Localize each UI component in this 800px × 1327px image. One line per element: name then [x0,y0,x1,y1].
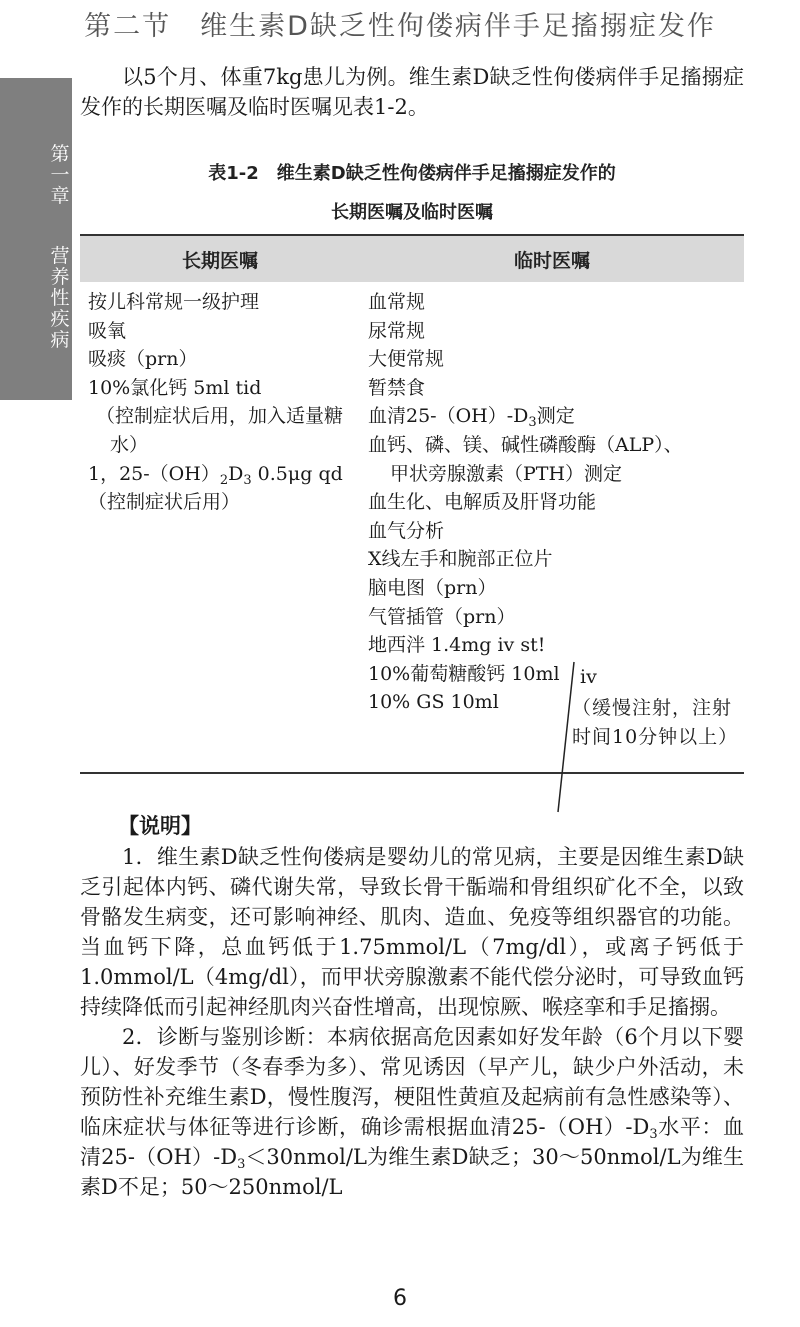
order-item: 暂禁食 [368,376,426,399]
order-item: 10%氯化钙 5ml tid [88,376,262,399]
long-term-orders-column [88,288,360,517]
order-item: 1，$25-(OH)_2D_3$ 0.5μg qd [88,462,343,488]
chapter-side-tab [0,78,72,400]
order-item: 血清$25-(OH)-D_3$测定 [368,405,575,431]
order-item: 大便常规 [368,348,445,371]
order-item: （控制症状后用，加入适量糖水） [96,405,344,456]
order-item: 按儿科常规一级护理 [88,291,260,313]
order-item: 吸痰（prn） [88,348,198,371]
order-item: 血生化、电解质及肝肾功能 [368,491,597,514]
order-item: 脑电图（prn） [368,576,497,599]
explanation-body [80,842,744,1202]
intro-paragraph: 以5个月、体重7kg患儿为例。维生素D缺乏性佝偻病伴手足搐搦症发作的长期医嘱及临时医嘱见表1-2。 [80,65,744,119]
order-item: 甲状旁腺激素（PTH）测定 [390,462,623,485]
temporary-orders-column [368,288,744,717]
page-number: 6 [393,1286,407,1311]
table-header [80,234,744,282]
order-item: X线左手和腕部正位片 [368,548,553,571]
order-item: 10%葡萄糖酸钙 10ml [368,662,560,685]
order-item: 气管插管（prn） [368,605,516,628]
table-caption-line1: 表1-2 维生素D缺乏性佝偻病伴手足搐搦症发作的 [208,163,616,184]
bracket-note: （缓慢注射，注射时间10分钟以上） [572,697,739,748]
table-body [80,282,744,774]
table-caption-line2: 长期医嘱及临时医嘱 [331,202,493,223]
order-item: 血钙、磷、镁、碱性磷酸酶（ALP）、 [368,433,683,456]
header-long-term-orders: 长期医嘱 [181,249,258,272]
order-item: 吸氧 [88,319,127,342]
order-item: 地西泮 1.4mg iv st! [368,634,546,657]
order-item: 血常规 [368,291,426,313]
bracket-route: iv [580,666,597,688]
paragraph-2: 2．诊断与鉴别诊断：本病依据高危因素如好发年龄（6个月以下婴儿）、好发季节（冬春季为多）、常见诱因（早产儿，缺少户外活动，未预防性补充维生素D，慢性腹泻，梗阻性黄疸及起病前有急性感染等）、临床症状与体征等进行诊断，确诊需根据血清$25-(OH)-D_3$水平：血清$25-(OH)-D_3<30nmol/L$为维生素D缺乏；30～50nmol/L为维生素D不足；50～250nmol/L [80,1025,745,1199]
order-item: 血气分析 [368,519,445,542]
order-item: 尿常规 [368,319,426,342]
orders-table [80,234,744,774]
section-title: 第二节 维生素D缺乏性佝偻病伴手足搐搦症发作 [84,11,716,42]
chapter-topic: 营养性疾病 [50,245,70,351]
order-item: 10% GS 10ml [368,691,499,714]
paragraph-1: 1．维生素D缺乏性佝偻病是婴幼儿的常见病，主要是因维生素D缺乏引起体内钙、磷代谢失常，导致长骨干骺端和骨组织矿化不全，以致骨骼发生病变，还可影响神经、肌肉、造血、免疫等组织器官的功能。当血钙下降，总血钙低于1.75mmol/L（7mg/dl），或离子钙低于1.0mmol/L（4mg/dl），而甲状旁腺激素不能代偿分泌时，可导致血钙持续降低而引起神经肌肉兴奋性增高，出现惊厥、喉痉挛和手足搐搦。 [80,845,744,1019]
chapter-label: 第一章 [50,143,70,207]
header-temporary-orders: 临时医嘱 [513,249,590,272]
explanation-heading: 【说明】 [118,814,202,838]
order-item: （控制症状后用） [88,491,241,514]
